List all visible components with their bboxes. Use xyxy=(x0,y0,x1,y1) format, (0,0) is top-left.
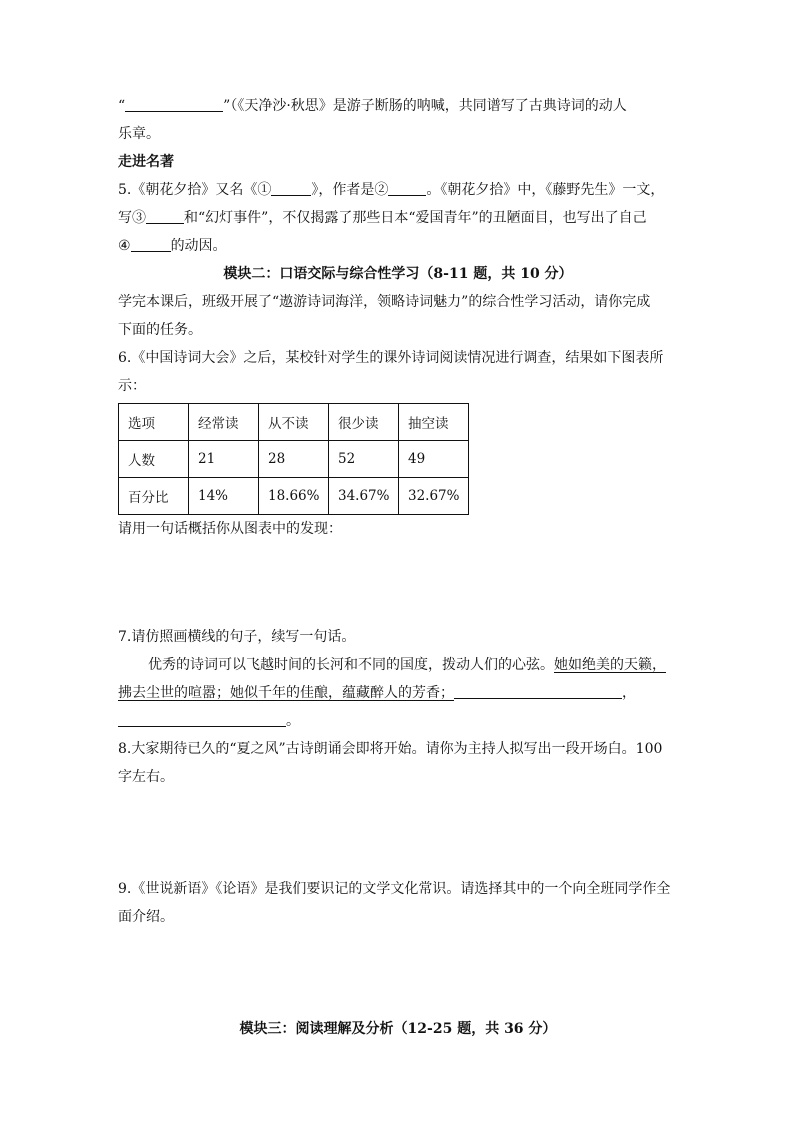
q7-plain-text: 优秀的诗词可以飞越时间的长河和不同的国度，拨动人们的心弦。 xyxy=(148,657,554,673)
q7-underlined-text: 她如绝美的天籁， xyxy=(554,657,666,673)
table-header-cell: 从不读 xyxy=(259,404,329,441)
q5-text-d: 写③ xyxy=(118,210,146,226)
q5-text-c: 。《朝花夕拾》中，《藤野先生》一文， xyxy=(426,182,665,198)
answer-space-6[interactable] xyxy=(118,539,678,623)
question-8-line2: 字左右。 xyxy=(118,769,174,785)
intro-line-2: 下面的任务。 xyxy=(118,322,202,338)
table-cell: 人数 xyxy=(119,441,189,478)
answer-blank-7b[interactable] xyxy=(118,711,286,727)
answer-blank-1[interactable] xyxy=(271,180,311,196)
q5-text-e: 和“幻灯事件”，不仅揭露了那些日本“爱国青年”的丑陋面目，也写出了自己 xyxy=(184,210,647,226)
poem-line-text: ”（《天净沙·秋思》是游子断肠的呐喊，共同谱写了古典诗词的动人 xyxy=(223,98,627,114)
answer-blank-3[interactable] xyxy=(146,208,184,224)
question-5-line3 xyxy=(118,232,678,260)
q5-text-b: 》，作者是② xyxy=(311,182,389,198)
answer-blank-4[interactable] xyxy=(131,236,171,252)
poem-line xyxy=(118,92,678,120)
question-6-prompt: 请用一句话概括你从图表中的发现： xyxy=(118,521,342,537)
table-row xyxy=(119,478,469,515)
answer-blank-2[interactable] xyxy=(388,180,426,196)
q5-text-a: 5.《朝花夕拾》又名《① xyxy=(118,182,272,198)
table-cell: 18.66% xyxy=(259,478,329,515)
q7-underlined-text-2: 拂去尘世的喧嚣；她似千年的佳酿，蕴藏醉人的芳香； xyxy=(118,685,454,701)
poem-line-end: 乐章。 xyxy=(118,126,160,142)
question-5-line2 xyxy=(118,204,678,232)
q7-comma: ， xyxy=(622,685,636,701)
intro-line-1: 学完本课后，班级开展了“遨游诗词海洋，领略诗词魅力”的综合性学习活动，请你完成 xyxy=(118,294,651,310)
exam-page xyxy=(118,92,678,1043)
table-header-cell: 抽空读 xyxy=(399,404,469,441)
table-header-cell: 很少读 xyxy=(329,404,399,441)
module-2-title: 模块二：口语交际与综合性学习（8-11 题，共 10 分） xyxy=(223,266,573,282)
open-quote: “ xyxy=(118,98,126,114)
answer-blank-7a[interactable] xyxy=(454,683,622,699)
section-heading-famous: 走进名著 xyxy=(118,154,174,170)
table-cell: 14% xyxy=(189,478,259,515)
question-7-line3 xyxy=(118,679,678,707)
q7-period: 。 xyxy=(286,713,300,729)
table-cell: 百分比 xyxy=(119,478,189,515)
survey-table xyxy=(118,403,469,515)
table-cell: 28 xyxy=(259,441,329,478)
question-7-line4 xyxy=(118,707,678,735)
q5-text-g: 的动因。 xyxy=(170,238,227,254)
table-cell: 52 xyxy=(329,441,399,478)
table-cell: 34.67% xyxy=(329,478,399,515)
question-8: 8.大家期待已久的“夏之风”古诗朗诵会即将开始。请你为主持人拟写出一段开场白。100 xyxy=(118,741,663,757)
q5-text-f: ④ xyxy=(118,238,131,254)
table-cell: 21 xyxy=(189,441,259,478)
table-cell: 49 xyxy=(399,441,469,478)
question-6-line2: 示： xyxy=(118,378,146,394)
question-6: 6.《中国诗词大会》之后，某校针对学生的课外诗词阅读情况进行调查，结果如下图表所 xyxy=(118,350,664,366)
table-cell: 32.67% xyxy=(399,478,469,515)
table-header-cell: 经常读 xyxy=(189,404,259,441)
table-header-row xyxy=(119,404,469,441)
answer-blank[interactable] xyxy=(125,96,223,112)
module-3-title: 模块三：阅读理解及分析（12-25 题，共 36 分） xyxy=(239,1021,557,1037)
question-9-line2: 面介绍。 xyxy=(118,909,174,925)
question-7-line2 xyxy=(118,651,678,679)
question-5 xyxy=(118,176,678,204)
table-header-cell: 选项 xyxy=(119,404,189,441)
question-7: 7.请仿照画横线的句子，续写一句话。 xyxy=(118,629,356,645)
question-9: 9.《世说新语》《论语》是我们要识记的文学文化常识。请选择其中的一个向全班同学作全 xyxy=(118,881,671,897)
table-row xyxy=(119,441,469,478)
answer-space-9[interactable] xyxy=(118,931,678,1015)
answer-space-8[interactable] xyxy=(118,791,678,875)
